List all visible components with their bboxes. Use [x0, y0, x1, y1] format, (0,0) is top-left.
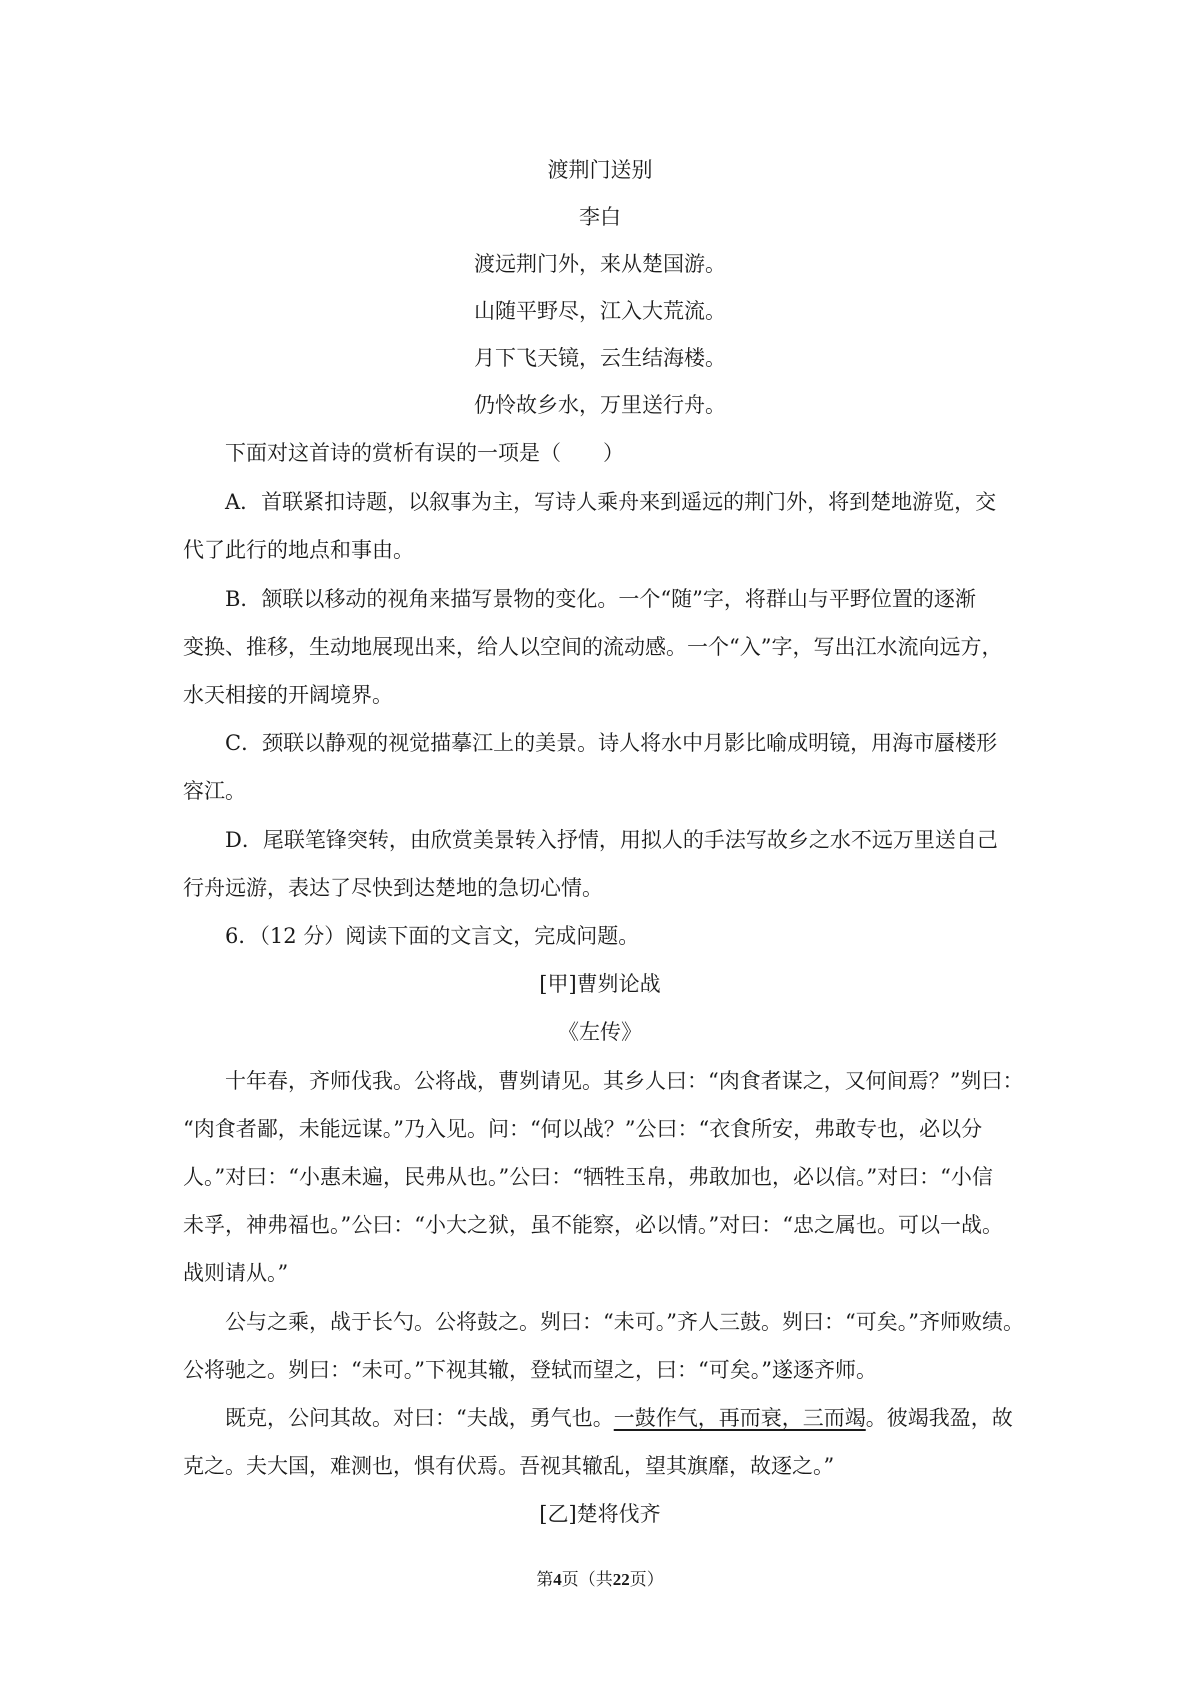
poem-line: 渡远荆门外，来从楚国游。	[474, 252, 726, 276]
page-total: 22	[612, 1570, 630, 1589]
option-b-line: B．颔联以移动的视角来描写景物的变化。一个“随”字，将群山与平野位置的逐渐	[225, 587, 976, 611]
question-stem: 下面对这首诗的赏析有误的一项是（ ）	[225, 441, 624, 465]
text-line: “肉食者鄙，未能远谋。”乃入见。问：“何以战？”公曰：“衣食所安，弗敢专也，必以分	[183, 1117, 983, 1141]
option-d-line: 行舟远游，表达了尽快到达楚地的急切心情。	[183, 876, 603, 900]
text-title: [甲]曹刿论战	[539, 972, 661, 996]
text-line: 公将驰之。刿曰：“未可。”下视其辙，登轼而望之，曰：“可矣。”遂逐齐师。	[183, 1358, 877, 1382]
question-stem: 6．（12 分）阅读下面的文言文，完成问题。	[225, 924, 640, 948]
poem-line: 月下飞天镜，云生结海楼。	[474, 346, 726, 370]
underlined-sentence: 一鼓作气，再而衰，三而竭	[613, 1406, 866, 1430]
option-a-line: 代了此行的地点和事由。	[183, 538, 414, 562]
text-line: 未孚，神弗福也。”公曰：“小大之狱，虽不能察，必以情。”对曰：“忠之属也。可以一战。	[183, 1213, 1003, 1237]
footer-text: 页）	[629, 1570, 664, 1589]
text-line	[225, 1403, 1013, 1433]
poem-line: 仍怜故乡水，万里送行舟。	[474, 393, 726, 417]
option-c-line: 容江。	[183, 779, 246, 803]
text-line: 人。”对曰：“小惠未遍，民弗从也。”公曰：“牺牲玉帛，弗敢加也，必以信。”对曰：“小信	[183, 1165, 993, 1189]
footer-text: 第	[536, 1570, 554, 1589]
text-line: 公与之乘，战于长勺。公将鼓之。刿曰：“未可。”齐人三鼓。刿曰：“可矣。”齐师败绩。	[225, 1310, 1024, 1334]
poem-title: 渡荆门送别	[547, 158, 653, 182]
poem-line: 山随平野尽，江入大荒流。	[474, 299, 726, 323]
page-footer	[0, 1568, 1200, 1592]
footer-text: 页（共	[561, 1570, 613, 1589]
text-title: [乙]楚将伐齐	[539, 1502, 661, 1526]
option-b-line: 水天相接的开阔境界。	[183, 683, 393, 707]
text-segment: 。彼竭我盈，故	[865, 1406, 1013, 1430]
poem-author: 李白	[579, 205, 621, 229]
text-line: 克之。夫大国，难测也，惧有伏焉。吾视其辙乱，望其旗靡，故逐之。”	[183, 1454, 835, 1478]
text-source: 《左传》	[558, 1020, 642, 1044]
page-number: 4	[553, 1570, 562, 1589]
option-d-line: D．尾联笔锋突转，由欣赏美景转入抒情，用拟人的手法写故乡之水不远万里送自己	[225, 828, 998, 852]
option-a-line: A．首联紧扣诗题，以叙事为主，写诗人乘舟来到遥远的荆门外，将到楚地游览，交	[225, 490, 997, 514]
text-segment: 既克，公问其故。对曰：“夫战，勇气也。	[225, 1406, 614, 1430]
option-c-line: C．颈联以静观的视觉描摹江上的美景。诗人将水中月影比喻成明镜，用海市蜃楼形	[225, 731, 998, 755]
option-b-line: 变换、推移，生动地展现出来，给人以空间的流动感。一个“入”字，写出江水流向远方，	[183, 635, 1003, 659]
text-line: 十年春，齐师伐我。公将战，曹刿请见。其乡人曰：“肉食者谋之，又何间焉？”刿曰：	[225, 1069, 1024, 1093]
text-line: 战则请从。”	[183, 1261, 289, 1285]
